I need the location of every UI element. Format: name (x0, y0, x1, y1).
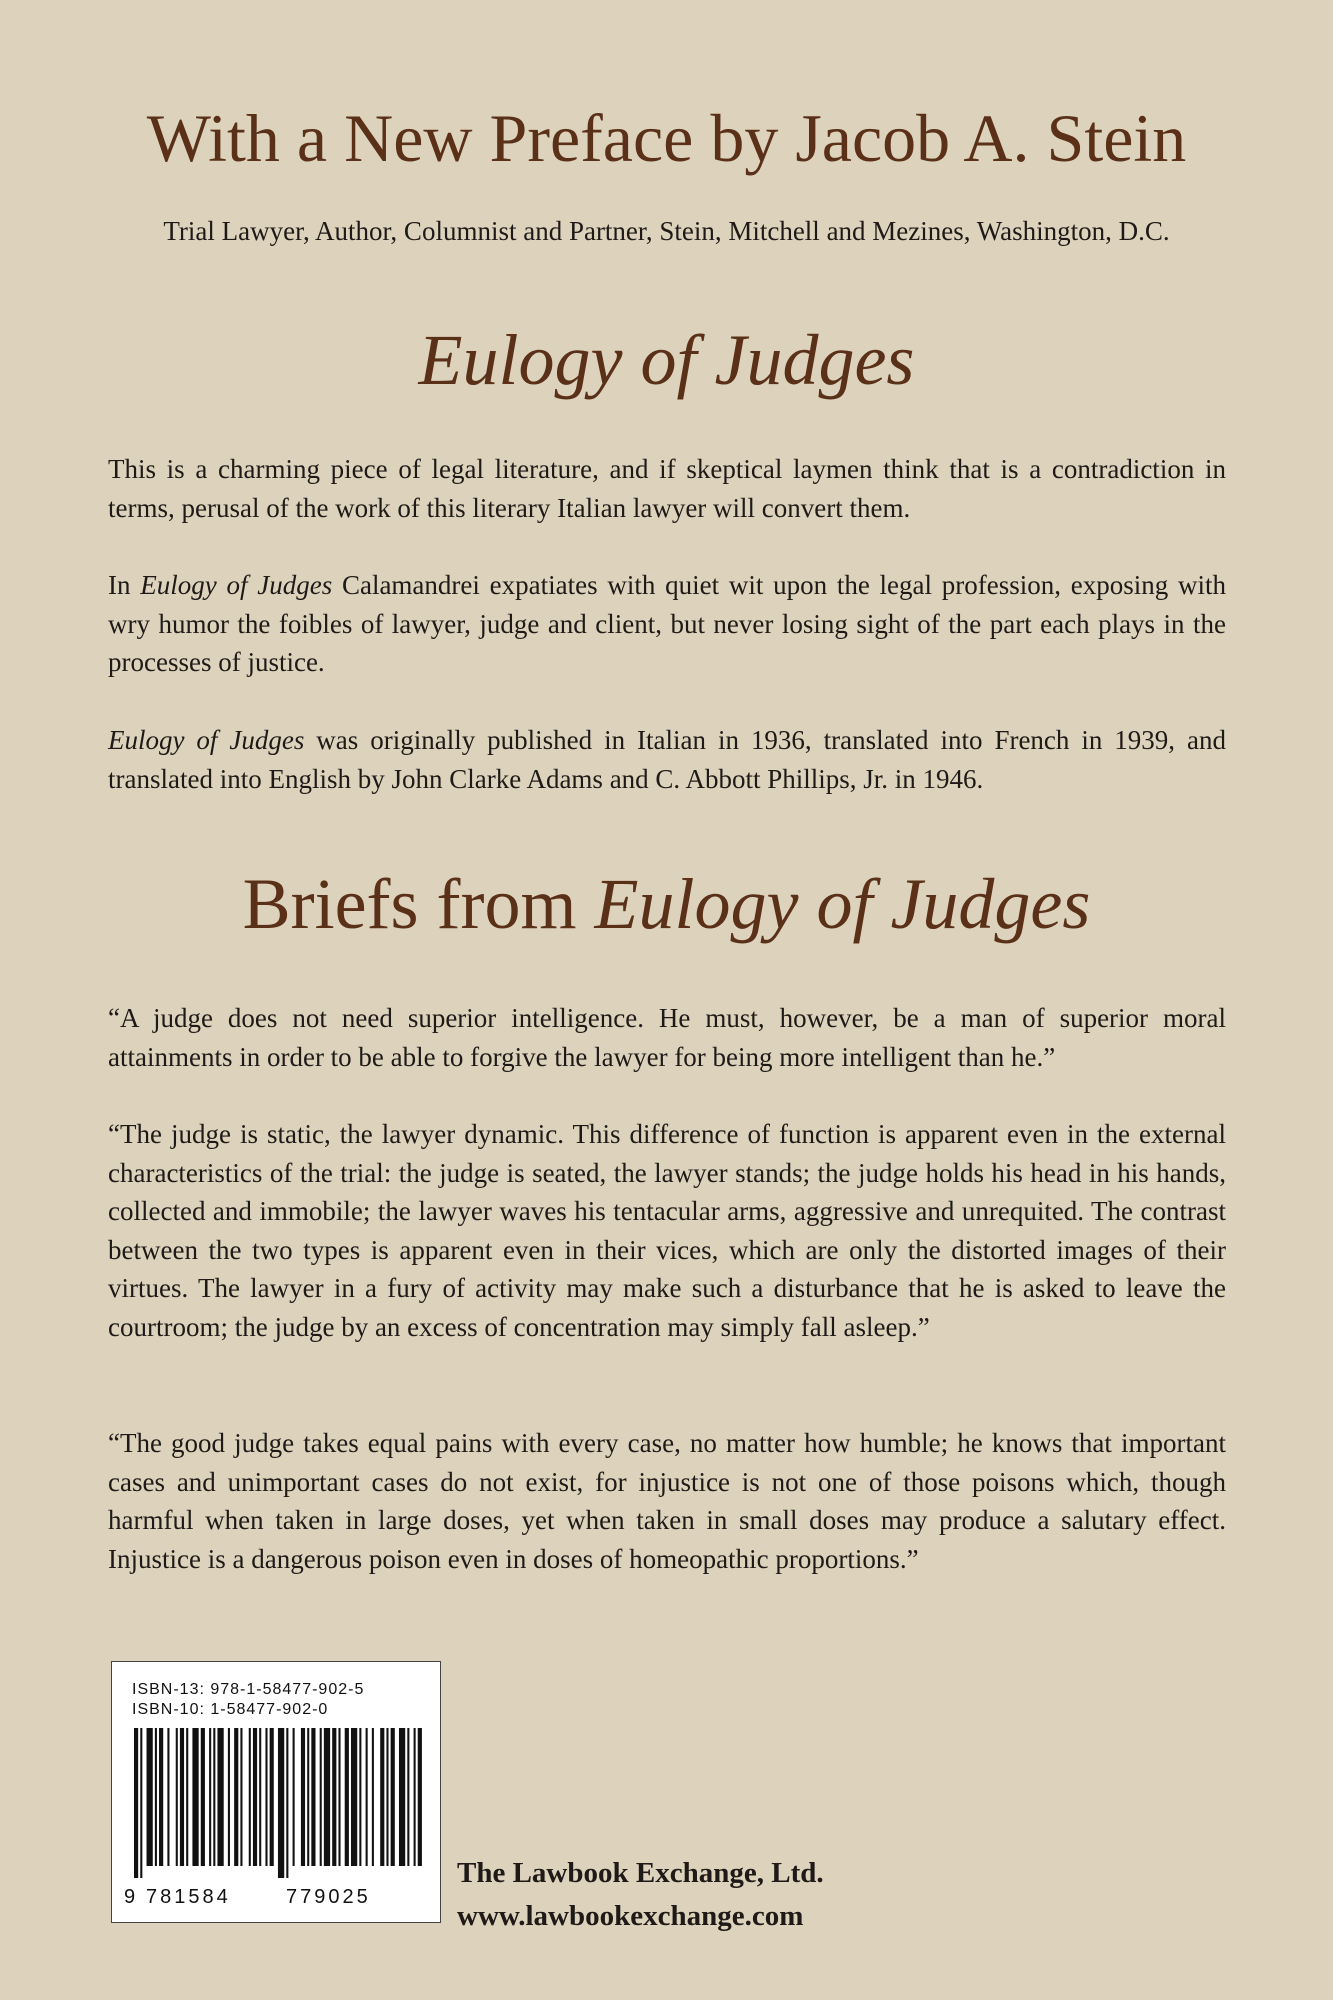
barcode-bar (217, 1728, 223, 1866)
barcode-bar (209, 1728, 211, 1866)
barcode-bar (147, 1728, 153, 1866)
description-paragraph-2-prefix: In (108, 570, 141, 600)
barcode-bar (332, 1728, 336, 1866)
barcode-bar (286, 1728, 288, 1878)
barcode-bar (265, 1728, 267, 1866)
barcode-bar (293, 1728, 295, 1866)
barcode-bar (418, 1728, 422, 1866)
barcode-bar (320, 1728, 322, 1866)
barcode-digits-right: 779025 (286, 1886, 371, 1908)
barcode-bar (180, 1728, 184, 1866)
barcode-bar (213, 1728, 215, 1866)
barcode-bar (386, 1728, 388, 1866)
briefs-heading (0, 862, 1333, 946)
barcode-image (134, 1728, 424, 1878)
barcode-bar (249, 1728, 251, 1866)
description-paragraph-3 (108, 721, 1226, 798)
barcode-bar (228, 1728, 230, 1866)
barcode-bar (234, 1728, 238, 1866)
barcode-bar (140, 1728, 142, 1878)
barcode-bar (372, 1728, 374, 1866)
barcode-bar (345, 1728, 349, 1866)
barcode-bar (134, 1728, 138, 1878)
description-paragraph-3-title: Eulogy of Judges (108, 725, 305, 755)
publisher-name: The Lawbook Exchange, Ltd. (457, 1857, 824, 1889)
barcode-bar (366, 1728, 368, 1866)
barcode-bar (307, 1728, 309, 1866)
barcode-bar (167, 1728, 169, 1866)
barcode-bar (351, 1728, 357, 1866)
preface-heading: With a New Preface by Jacob A. Stein (146, 100, 1187, 176)
quote-1: “A judge does not need superior intelligence. He must, however, be a man of superior moral attainments in order to be able to forgive the lawyer for being more intelligent than he.” (108, 1003, 1226, 1072)
barcode-digit-lead: 9 (124, 1886, 139, 1908)
barcode-bar (192, 1728, 198, 1866)
publisher-website: www.lawbookexchange.com (457, 1900, 804, 1932)
description-paragraph-1: This is a charming piece of legal literature, and if skeptical laymen think that is a contradiction in terms, perusal of the work of this literary Italian lawyer will convert them. (108, 454, 1226, 523)
barcode-bar (259, 1728, 261, 1866)
description-paragraph-2-text: Calamandrei expatiates with quiet wit upon the legal profession, exposing with wry humor the foibles of lawyer, judge and client, but never losing sight of the part each plays in the processes of justice. (108, 570, 1226, 677)
barcode-bar (399, 1728, 405, 1866)
barcode-bar (201, 1728, 205, 1866)
quote-3: “The good judge takes equal pains with every case, no matter how humble; he knows that important cases and unimportant cases do not exist, for injustice is not one of those poisons which, though harmful when taken in large doses, yet when taken in small doses may produce a salutary effect. Injustice is a dangerous poison even in doses of homeopathic proportions.” (108, 1428, 1226, 1574)
description-paragraph-3-text: was originally published in Italian in 1936, translated into French in 1939, and translated into English by John Clarke Adams and C. Abbott Phillips, Jr. in 1946. (108, 725, 1226, 794)
barcode-bar (186, 1728, 188, 1866)
barcode-bar (391, 1728, 395, 1866)
barcode-bar (155, 1728, 157, 1866)
book-title: Eulogy of Judges (418, 320, 915, 400)
barcode-bar (380, 1728, 384, 1866)
barcode-bar (359, 1728, 361, 1866)
briefs-heading-prefix: Briefs from (242, 864, 595, 944)
barcode-bar (159, 1728, 163, 1866)
description-paragraph-2-title: Eulogy of Judges (140, 570, 333, 600)
barcode-digits-left: 781584 (146, 1886, 231, 1908)
barcode-digits (124, 1884, 430, 1910)
isbn-barcode-box (111, 1661, 441, 1923)
isbn-10: ISBN-10: 1-58477-902-0 (132, 1701, 329, 1718)
barcode-bar (414, 1728, 416, 1866)
barcode-bar (338, 1728, 340, 1866)
briefs-heading-title: Eulogy of Judges (594, 864, 1091, 944)
author-credentials: Trial Lawyer, Author, Columnist and Partner, Stein, Mitchell and Mezines, Washington, D.C. (163, 216, 1170, 246)
isbn-13: ISBN-13: 978-1-58477-902-5 (132, 1681, 365, 1698)
barcode-bar (278, 1728, 284, 1878)
barcode-bar (253, 1728, 257, 1866)
barcode-bar (240, 1728, 242, 1866)
barcode-bar (301, 1728, 305, 1866)
barcode-bar (407, 1728, 409, 1866)
barcode-bar (324, 1728, 330, 1866)
quote-2: “The judge is static, the lawyer dynamic. This difference of function is apparent even in the external characteristics of the trial: the judge is seated, the lawyer stands; the judge holds his head in his hands, collected and immobile; the lawyer waves his tentacular arms, aggressive and unrequited. The contrast between the two types is apparent even in their vices, which are only the distorted images of their virtues. The lawyer in a fury of activity may make such a disturbance that he is asked to leave the courtroom; the judge by an excess of concentration may simply fall asleep.” (108, 1119, 1226, 1342)
barcode-bar (270, 1728, 274, 1866)
description-paragraph-2 (108, 566, 1226, 682)
barcode-bar (311, 1728, 315, 1866)
barcode-bar (176, 1728, 178, 1866)
